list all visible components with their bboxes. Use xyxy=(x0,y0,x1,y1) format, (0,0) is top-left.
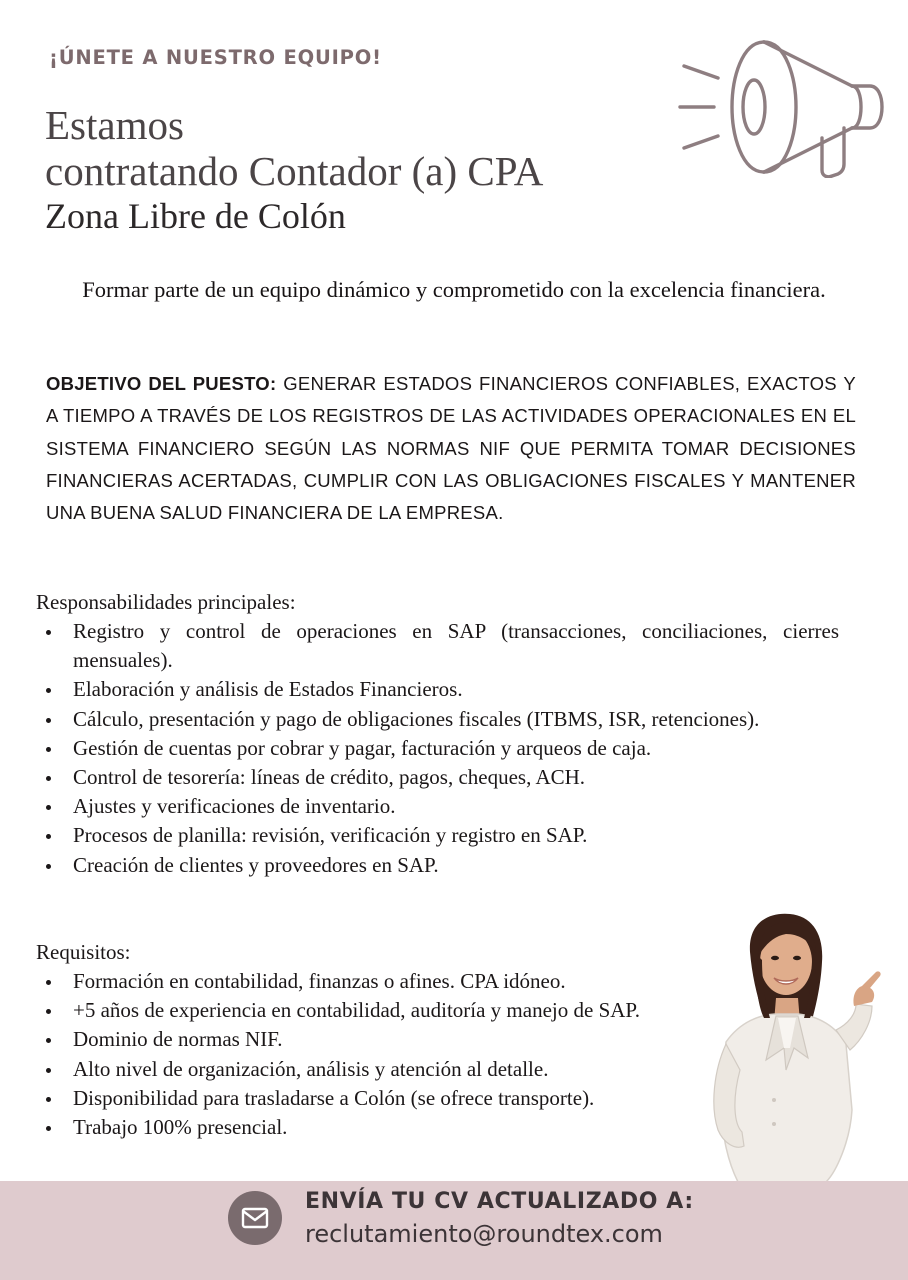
requirements-list xyxy=(36,967,736,1142)
title-line-2: contratando Contador (a) CPA xyxy=(45,148,544,194)
objective-label: OBJETIVO DEL PUESTO: xyxy=(46,373,277,394)
list-item: Registro y control de operaciones en SAP (transacciones, conciliaciones, cierres mensuales). xyxy=(36,617,839,675)
objective-paragraph xyxy=(46,368,856,529)
list-item: Procesos de planilla: revisión, verificación y registro en SAP. xyxy=(36,821,839,850)
objective-text: GENERAR ESTADOS FINANCIEROS CONFIABLES, EXACTOS Y A TIEMPO A TRAVÉS DE LOS REGISTROS DE LAS ACTIVIDADES OPERACIONALES EN EL SISTEMA FINANCIERO SEGÚN LAS NORMAS NIF QUE PERMITA TOMAR DECISIONES FINANCIERAS ACERTADAS, CUMPLIR CON LAS OBLIGACIONES FISCALES Y MANTENER UNA BUENA SALUD FINANCIERA DE LA EMPRESA. xyxy=(46,373,857,524)
page-title xyxy=(45,102,543,194)
mail-icon xyxy=(241,1206,269,1230)
list-item: Cálculo, presentación y pago de obligaciones fiscales (ITBMS, ISR, retenciones). xyxy=(36,705,839,734)
requirements-heading: Requisitos: xyxy=(36,940,131,964)
list-item: Elaboración y análisis de Estados Financieros. xyxy=(36,675,839,704)
title-line-1: Estamos xyxy=(45,102,184,148)
mail-icon-badge xyxy=(228,1191,282,1245)
woman-pointing-photo xyxy=(686,910,886,1182)
list-item: Formación en contabilidad, finanzas o afines. CPA idóneo. xyxy=(36,967,736,996)
megaphone-icon xyxy=(672,38,886,178)
kicker-heading: ¡ÚNETE A NUESTRO EQUIPO! xyxy=(49,46,382,69)
list-item: Gestión de cuentas por cobrar y pagar, facturación y arqueos de caja. xyxy=(36,734,839,763)
location-subtitle: Zona Libre de Colón xyxy=(45,196,346,236)
list-item: Disponibilidad para trasladarse a Colón (se ofrece transporte). xyxy=(36,1084,736,1113)
responsibilities-heading: Responsabilidades principales: xyxy=(36,590,296,614)
list-item: Trabajo 100% presencial. xyxy=(36,1113,736,1142)
list-item: Alto nivel de organización, análisis y atención al detalle. xyxy=(36,1055,736,1084)
footer-title: ENVÍA TU CV ACTUALIZADO A: xyxy=(305,1189,694,1214)
list-item: Creación de clientes y proveedores en SAP. xyxy=(36,851,839,880)
list-item: Control de tesorería: líneas de crédito, pagos, cheques, ACH. xyxy=(36,763,839,792)
responsibilities-list xyxy=(36,617,839,880)
intro-text: Formar parte de un equipo dinámico y comprometido con la excelencia financiera. xyxy=(82,277,826,302)
list-item: Dominio de normas NIF. xyxy=(36,1025,736,1054)
list-item: Ajustes y verificaciones de inventario. xyxy=(36,792,839,821)
list-item: +5 años de experiencia en contabilidad, auditoría y manejo de SAP. xyxy=(36,996,736,1025)
email-address-link[interactable]: reclutamiento@roundtex.com xyxy=(305,1220,663,1248)
